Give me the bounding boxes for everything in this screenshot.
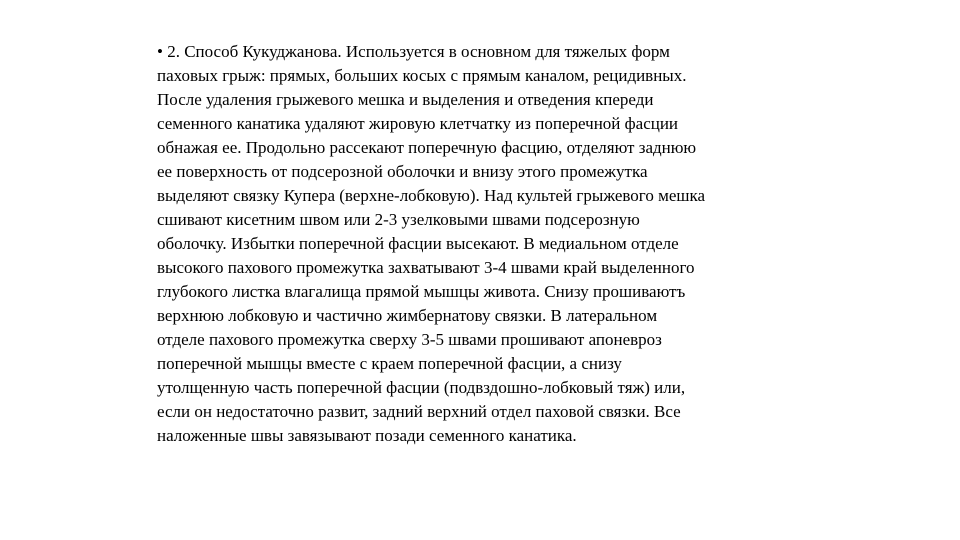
text-line: обнажая ее. Продольно рассекают поперечную фасцию, отделяют заднюю <box>157 138 697 157</box>
text-line: отделе пахового промежутка сверху 3-5 швами прошивают апоневроз <box>157 330 662 349</box>
text-line: • 2. Способ Кукуджанова. Используется в основном для тяжелых форм <box>157 42 670 61</box>
text-line: оболочку. Избытки поперечной фасции высекают. В медиальном отделе <box>157 234 679 253</box>
text-line: выделяют связку Купера (верхне-лобковую). Над культей грыжевого мешка <box>157 186 706 205</box>
text-line: семенного канатика удаляют жировую клетчатку из поперечной фасции <box>157 114 679 133</box>
text-line: После удаления грыжевого мешка и выделения и отведения кпереди <box>157 90 654 109</box>
text-line: глубокого листка влагалища прямой мышцы живота. Снизу прошиваютъ <box>157 282 686 301</box>
text-line: если он недостаточно развит, задний верхний отдел паховой связки. Все <box>157 402 681 421</box>
text-line: верхнюю лобковую и частично жимбернатову связки. В латеральном <box>157 306 658 325</box>
text-line: ее поверхность от подсерозной оболочки и внизу этого промежутка <box>157 162 648 181</box>
text-line: утолщенную часть поперечной фасции (подвздошно-лобковый тяж) или, <box>157 378 686 397</box>
text-line: наложенные швы завязывают позади семенного канатика. <box>157 426 577 445</box>
body-text <box>157 40 817 448</box>
text-line: высокого пахового промежутка захватывают 3-4 швами край выделенного <box>157 258 695 277</box>
text-line: поперечной мышцы вместе с краем поперечной фасции, а снизу <box>157 354 622 373</box>
text-line: сшивают кисетним швом или 2-3 узелковыми швами подсерозную <box>157 210 640 229</box>
text-line: паховых грыж: прямых, больших косых с прямым каналом, рецидивных. <box>157 66 687 85</box>
